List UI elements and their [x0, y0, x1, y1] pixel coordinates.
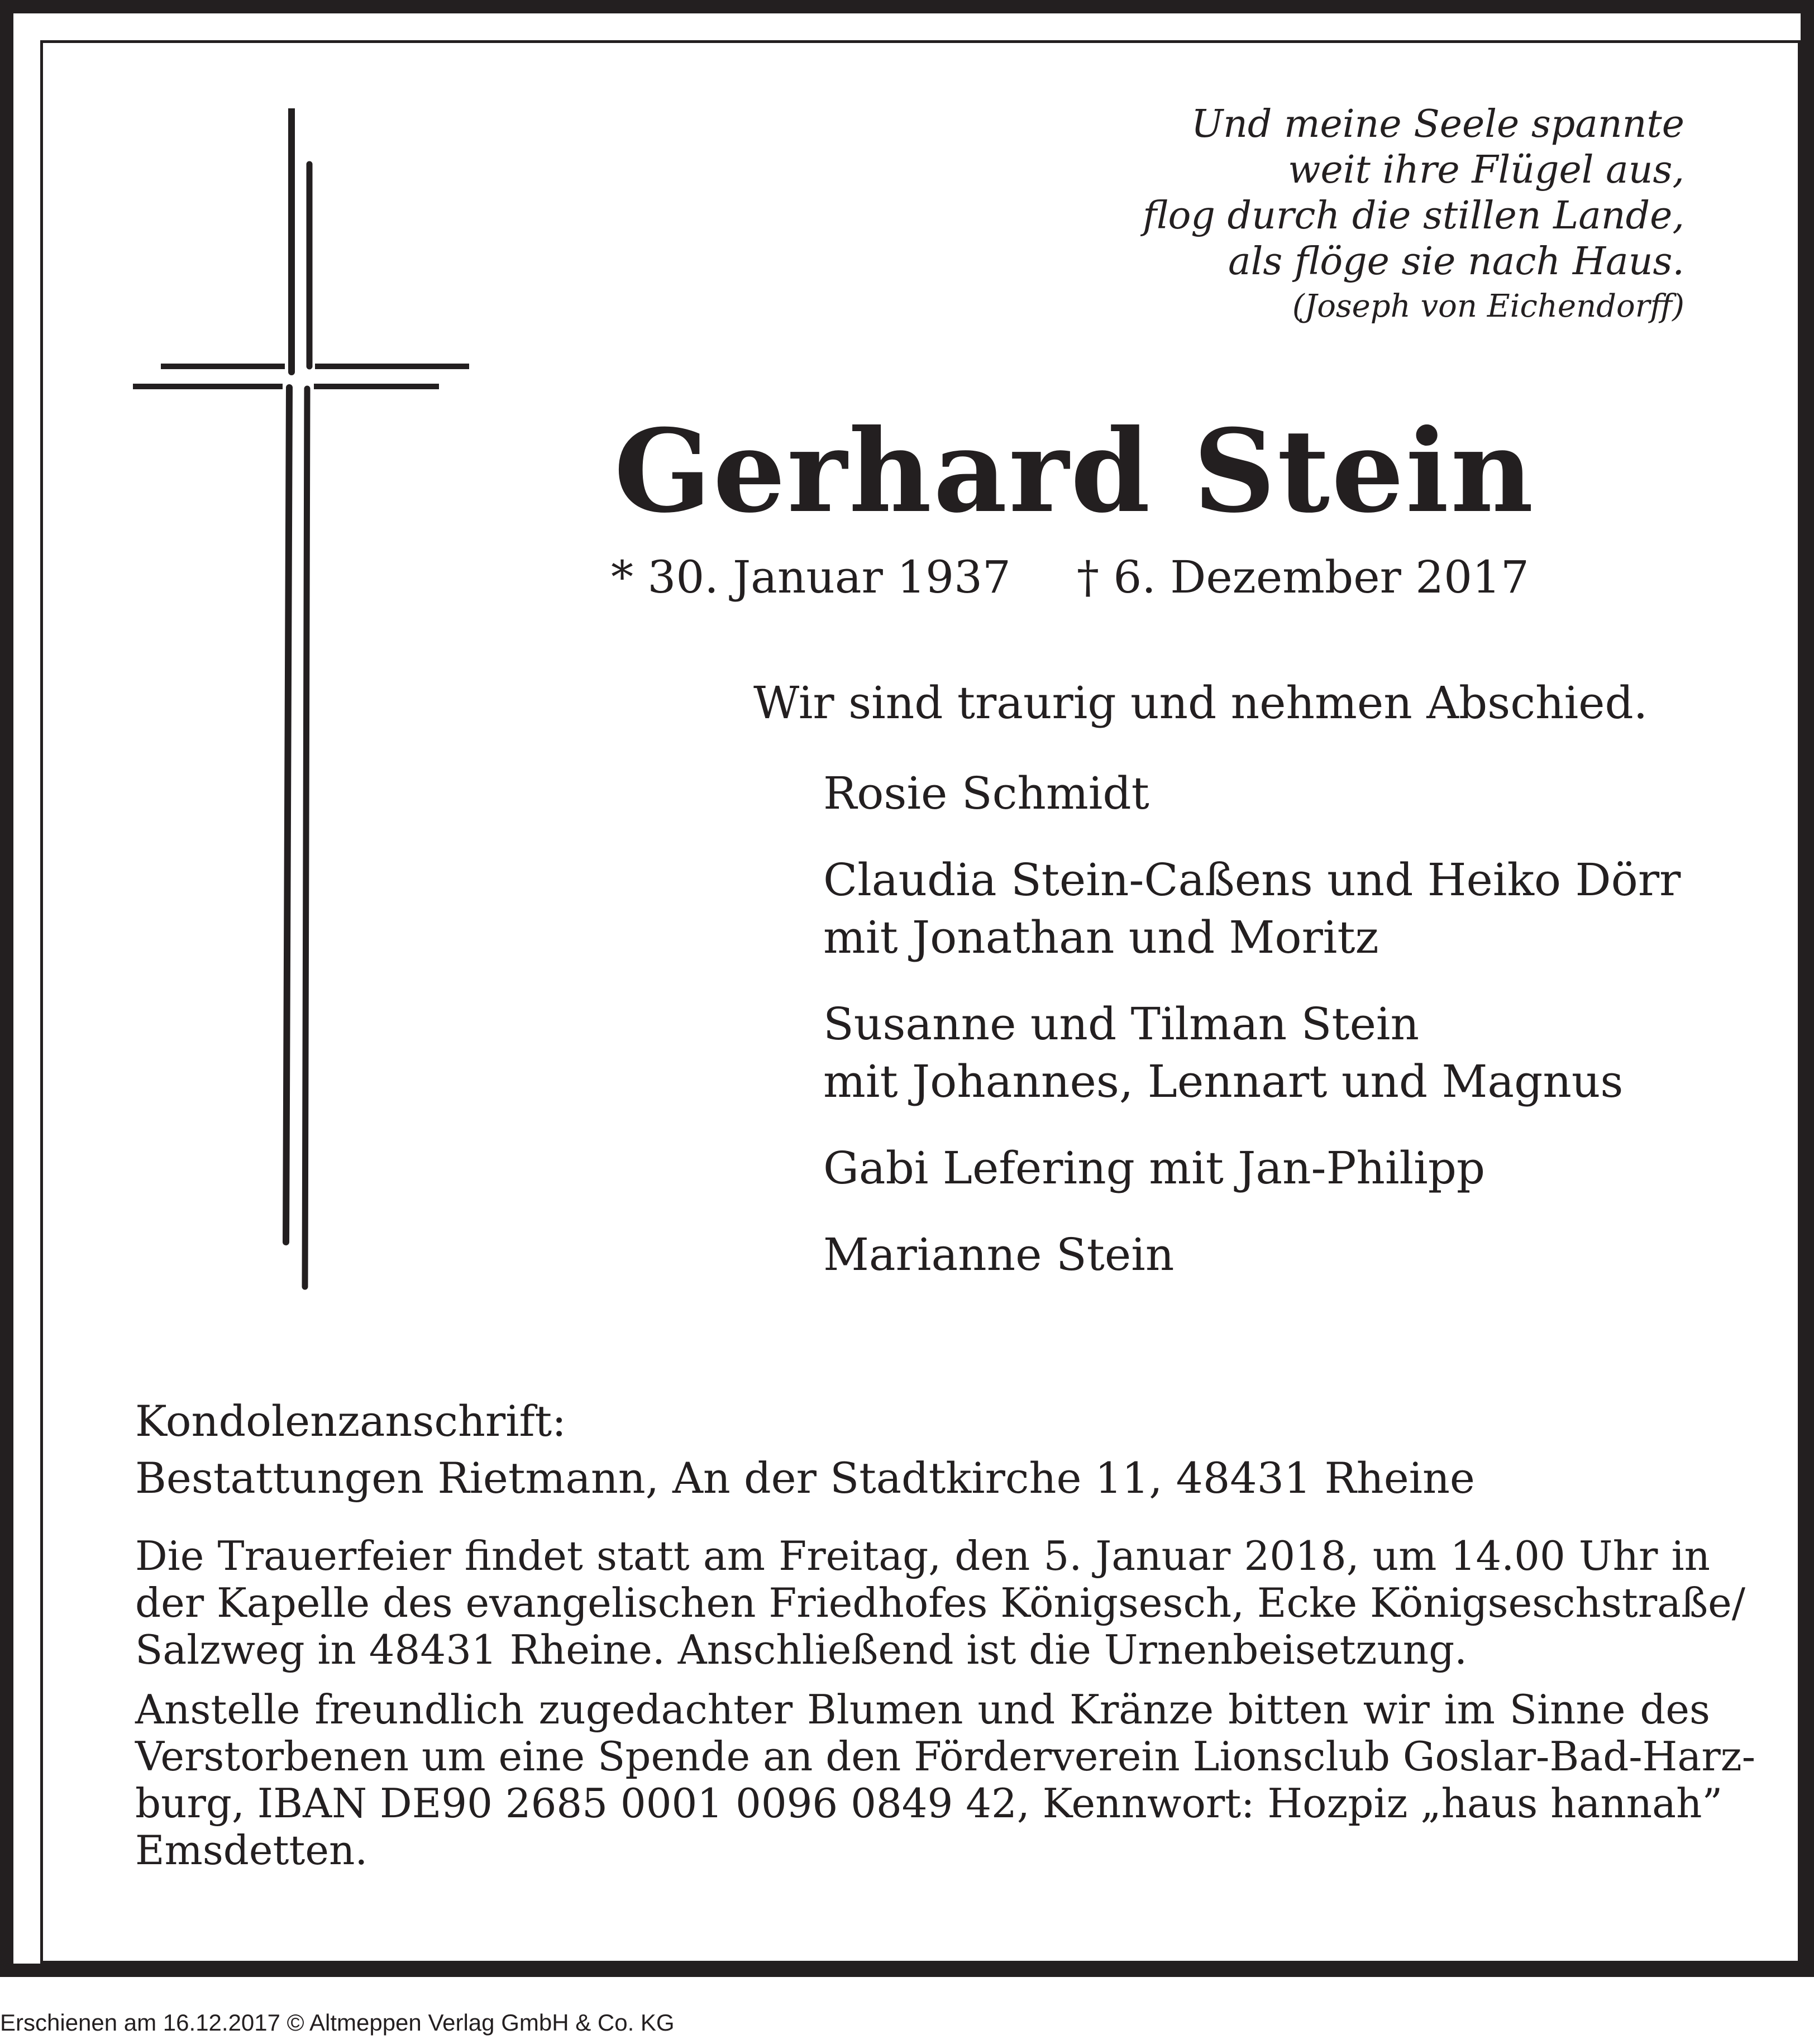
donation-paragraph — [135, 1686, 1756, 1874]
quote-attribution: (Joseph von Eichendorff) — [1292, 288, 1684, 324]
farewell-line: Wir sind traurig und nehmen Abschied. — [753, 677, 1648, 729]
death-date: † 6. Dezember 2017 — [1077, 551, 1529, 603]
donation-line: Emsdetten. — [135, 1827, 368, 1874]
mourner-list — [823, 765, 1681, 1283]
mourner-name: Susanne und Tilman Stein — [823, 998, 1420, 1050]
eichendorff-quote — [1143, 102, 1684, 328]
ceremony-line: der Kapelle des evangelischen Friedhofes Königsesch, Ecke Königseschstraße/ — [135, 1579, 1746, 1626]
mourner-name: Claudia Stein-Caßens und Heiko Dörr — [823, 854, 1681, 906]
cross-icon — [130, 108, 476, 1298]
quote-line: als flöge sie nach Haus. — [1228, 240, 1684, 284]
mourner-entry — [823, 995, 1681, 1110]
mourner-entry — [823, 1226, 1681, 1283]
publication-footer: Erschienen am 16.12.2017 © Altmeppen Verlag GmbH & Co. KG — [0, 2009, 675, 2036]
mourner-name: mit Jonathan und Moritz — [823, 911, 1379, 963]
condolence-address — [135, 1393, 1475, 1507]
quote-line: Und meine Seele spannte — [1191, 102, 1684, 146]
quote-line: flog durch die stillen Lande, — [1143, 194, 1684, 238]
donation-line: Verstorbenen um eine Spende an den Förderverein Lionsclub Goslar-Bad-Harz- — [135, 1733, 1756, 1780]
quote-line: weit ihre Flügel aus, — [1288, 148, 1684, 192]
mourner-entry — [823, 765, 1681, 822]
mourner-name: Rosie Schmidt — [823, 767, 1149, 819]
donation-line: Anstelle freundlich zugedachter Blumen und Kränze bitten wir im Sinne des — [135, 1686, 1710, 1733]
birth-date: * 30. Januar 1937 — [611, 551, 1011, 603]
deceased-name: Gerhard Stein — [614, 404, 1535, 538]
condolence-label: Kondolenzanschrift: — [135, 1396, 566, 1446]
ceremony-line: Die Trauerfeier findet statt am Freitag, den 5. Januar 2018, um 14.00 Uhr in — [135, 1532, 1710, 1579]
mourner-entry — [823, 851, 1681, 966]
donation-line: burg, IBAN DE90 2685 0001 0096 0849 42, Kennwort: Hozpiz „haus hannah” — [135, 1780, 1723, 1827]
ceremony-line: Salzweg in 48431 Rheine. Anschließend ist die Urnenbeisetzung. — [135, 1626, 1468, 1673]
mourner-entry — [823, 1139, 1681, 1197]
mourner-name: Gabi Lefering mit Jan-Philipp — [823, 1142, 1486, 1194]
mourner-name: mit Johannes, Lennart und Magnus — [823, 1056, 1624, 1107]
mourner-name: Marianne Stein — [823, 1229, 1175, 1281]
condolence-address-line: Bestattungen Rietmann, An der Stadtkirche 11, 48431 Rheine — [135, 1453, 1475, 1503]
ceremony-paragraph — [135, 1532, 1746, 1673]
